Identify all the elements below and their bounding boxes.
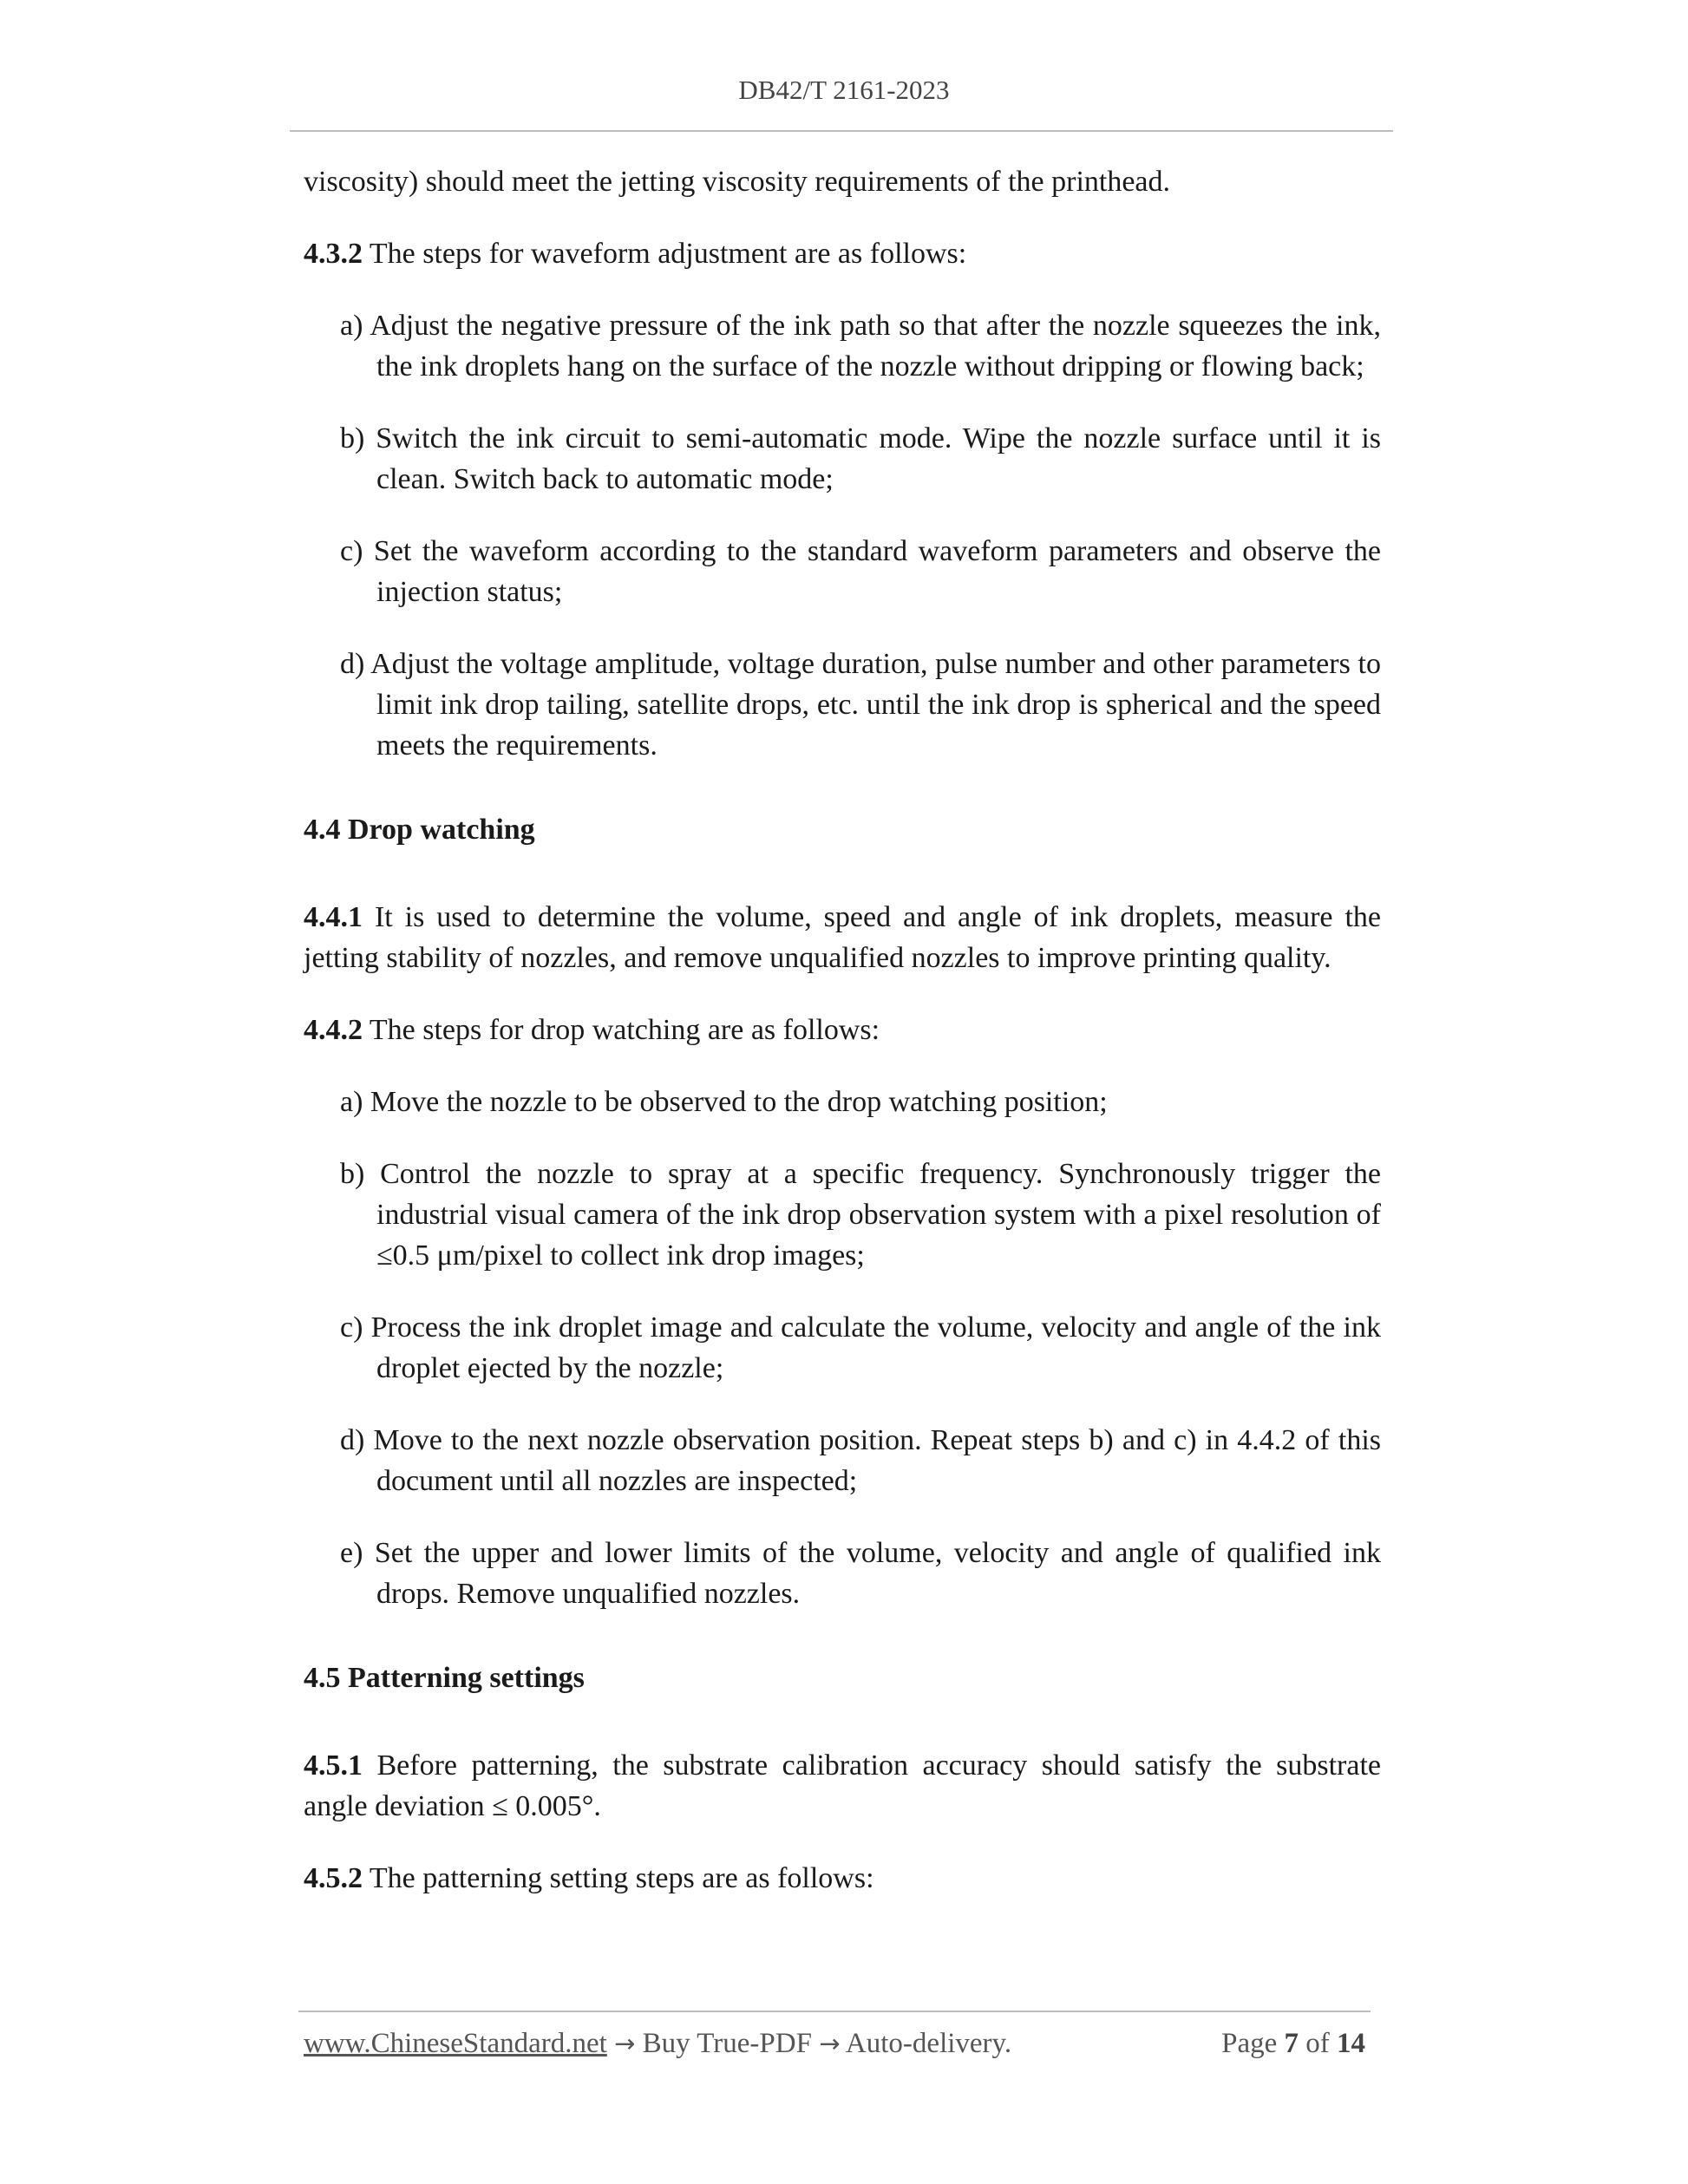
page-total: 14 xyxy=(1337,2028,1365,2059)
list-item: a) Move the nozzle to be observed to the drop watching position; xyxy=(340,1086,1108,1118)
auto-delivery-text: Auto-delivery. xyxy=(840,2028,1012,2059)
clause-text: The steps for drop watching are as follows: xyxy=(363,1014,880,1046)
page-content xyxy=(304,161,1381,1899)
of-label: of xyxy=(1305,2028,1330,2059)
clause-4-5-2 xyxy=(304,1858,1381,1899)
footer-promo xyxy=(304,2028,1011,2060)
clause-text: The steps for waveform adjustment are as follows: xyxy=(363,238,967,270)
arrow-right-icon: → xyxy=(614,2029,636,2058)
list-item: c) Process the ink droplet image and calculate the volume, velocity and angle of the ink droplet ejected by the nozzle; xyxy=(340,1311,1381,1384)
document-id-header: DB42/T 2161-2023 xyxy=(738,75,950,105)
clause-text: Before patterning, the substrate calibration accuracy should satisfy the substrate angle deviation ≤ 0.005°. xyxy=(304,1749,1381,1822)
list-item: d) Adjust the voltage amplitude, voltage duration, pulse number and other parameters to limit ink drop tailing, satellite drops, etc. until the ink drop is spherical and the speed meets the requirements. xyxy=(340,648,1381,762)
list-item: b) Switch the ink circuit to semi-automatic mode. Wipe the nozzle surface until it is clean. Switch back to automatic mode; xyxy=(340,422,1381,495)
clause-4-4-2 xyxy=(304,1010,1381,1050)
clause-4-4-1 xyxy=(304,897,1381,978)
footer-divider xyxy=(298,2011,1371,2012)
clause-text: The patterning setting steps are as follows: xyxy=(363,1862,874,1894)
list-item: d) Move to the next nozzle observation position. Repeat steps b) and c) in 4.4.2 of this document until all nozzles are inspected; xyxy=(340,1424,1381,1497)
clause-number: 4.5.2 xyxy=(304,1862,363,1894)
clause-4-5-1 xyxy=(304,1745,1381,1827)
page-label: Page xyxy=(1221,2028,1278,2059)
list-item: b) Control the nozzle to spray at a specific frequency. Synchronously trigger the industrial visual camera of the ink drop observation system with a pixel resolution of ≤0.5 μm/pixel to collect ink drop images; xyxy=(340,1158,1381,1272)
clause-text: It is used to determine the volume, speed and angle of ink droplets, measure the jetting stability of nozzles, and remove unqualified nozzles to improve printing quality. xyxy=(304,901,1381,974)
paragraph-continued: viscosity) should meet the jetting viscosity requirements of the printhead. xyxy=(304,166,1171,198)
clause-number: 4.4.2 xyxy=(304,1014,363,1046)
clause-number: 4.3.2 xyxy=(304,238,363,270)
buy-text: Buy True-PDF xyxy=(635,2028,820,2059)
page-indicator xyxy=(1221,2028,1365,2060)
list-item: e) Set the upper and lower limits of the volume, velocity and angle of qualified ink drops. Remove unqualified nozzles. xyxy=(340,1537,1381,1610)
clause-4-3-2 xyxy=(304,233,1381,274)
list-item: c) Set the waveform according to the standard waveform parameters and observe the injection status; xyxy=(340,535,1381,608)
section-heading-4-5: 4.5 Patterning settings xyxy=(304,1662,585,1694)
page-current: 7 xyxy=(1284,2028,1299,2059)
header-divider xyxy=(290,130,1393,132)
section-heading-4-4: 4.4 Drop watching xyxy=(304,814,535,846)
arrow-right-icon: → xyxy=(819,2029,841,2058)
list-item: a) Adjust the negative pressure of the ink path so that after the nozzle squeezes the ink, the ink droplets hang on the surface of the nozzle without dripping or flowing back; xyxy=(340,310,1381,383)
clause-number: 4.4.1 xyxy=(304,901,363,933)
clause-number: 4.5.1 xyxy=(304,1749,363,1782)
site-link[interactable]: www.ChineseStandard.net xyxy=(304,2028,607,2059)
